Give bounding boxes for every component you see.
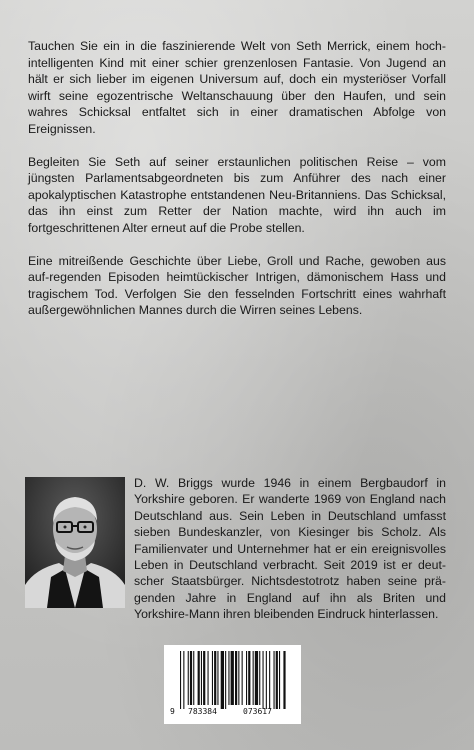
barcode-bar — [208, 651, 209, 705]
barcode-bar — [225, 651, 226, 709]
barcode-bar — [193, 651, 194, 705]
blurb-paragraph-1: Tauchen Sie ein in die faszinierende Welt von Seth Merrick, einem hoch-intelligenten Kind mit einer schier grenzenlosen Fantasie. Von Jugend an hält er sich lieber im eigenen Universum auf, doch ein mysteriöser Vorfall wirft seine egozentrische Weltanschauung über den Haufen, und sein wahres Schicksal entfaltet sich in einer dramatischen Abfolge von Ereignissen. — [28, 39, 446, 136]
barcode-bar — [253, 651, 254, 705]
barcode-bar — [263, 651, 264, 709]
barcode-bar — [246, 651, 247, 705]
barcode-bar — [203, 651, 205, 705]
barcode-bar — [248, 651, 250, 705]
barcode-bar — [214, 651, 216, 705]
barcode-bar — [221, 651, 224, 709]
back-cover-blurb — [28, 38, 446, 335]
blurb-paragraph-2: Begleiten Sie Seth auf seiner erstaunlichen politischen Reise – vom jüngsten Parlamentsabgeordneten bis zum Anführer des nach einer apokalyptischen Katastrophe entstandenen Neu-Britanniens. Das Schicksal, das ihn einst zum Retter der Nation machte, wird ihn auch im fortgeschrittenen Alter erneut auf die Probe stellen. — [28, 154, 446, 235]
barcode-digit-first: 9 — [170, 707, 175, 716]
isbn-barcode — [164, 645, 301, 724]
barcode-bar — [255, 651, 258, 705]
barcode-digits-left: 783384 — [188, 707, 217, 716]
barcode-bar — [235, 651, 237, 705]
barcode-bar — [279, 651, 280, 709]
barcode-bar — [269, 651, 270, 709]
barcode-bar — [259, 651, 260, 705]
blurb-paragraph-3: Eine mitreißende Geschichte über Liebe, Groll und Rache, gewoben aus auf-regenden Episoden heimtückischer Intrigen, dämonischem Hass und tragischem Tod. Verfolgen Sie den fesselnden Fortschritt eines wahrhaft außergewöhnlichen Mannes durch die Wirren seines Lebens. — [28, 253, 446, 318]
author-bio: D. W. Briggs wurde 1946 in einem Bergbaudorf in Yorkshire geboren. Er wanderte 1969 von England nach Deutschland aus. Sein Leben in Deutschland umfasst sieben Bundeskanzler, von Kiesinger bis Scholz. Als Familienvater und Unternehmer hat er ein ereignisvolles Leben in Deutschland verbracht. Seit 2019 ist er deut-scher Staatsbürger. Nichtsdestotrotz haben seine prä-genden Jahre in England auf ihn als Briten und Yorkshire-Mann ihren bleibenden Eindruck hinterlassen. — [134, 476, 446, 622]
barcode-bar — [198, 651, 200, 705]
barcode-bar — [238, 651, 239, 705]
barcode-digits — [164, 707, 301, 721]
barcode-bar — [283, 651, 285, 709]
barcode-digits-right: 073617 — [243, 707, 272, 716]
barcode-bar — [201, 651, 202, 705]
barcode-bar — [188, 651, 189, 705]
barcode-bar — [183, 651, 184, 709]
barcode-bar — [190, 651, 192, 705]
barcode-bar — [276, 651, 278, 709]
barcode-bar — [266, 651, 267, 709]
barcode-bar — [274, 651, 275, 709]
barcode-bar — [231, 651, 234, 705]
barcode-bar — [242, 651, 243, 705]
barcode-bar — [228, 651, 229, 705]
barcode-bar — [180, 651, 181, 709]
barcode-bar — [212, 651, 213, 705]
author-photo — [25, 477, 125, 608]
barcode-bar — [217, 651, 218, 705]
